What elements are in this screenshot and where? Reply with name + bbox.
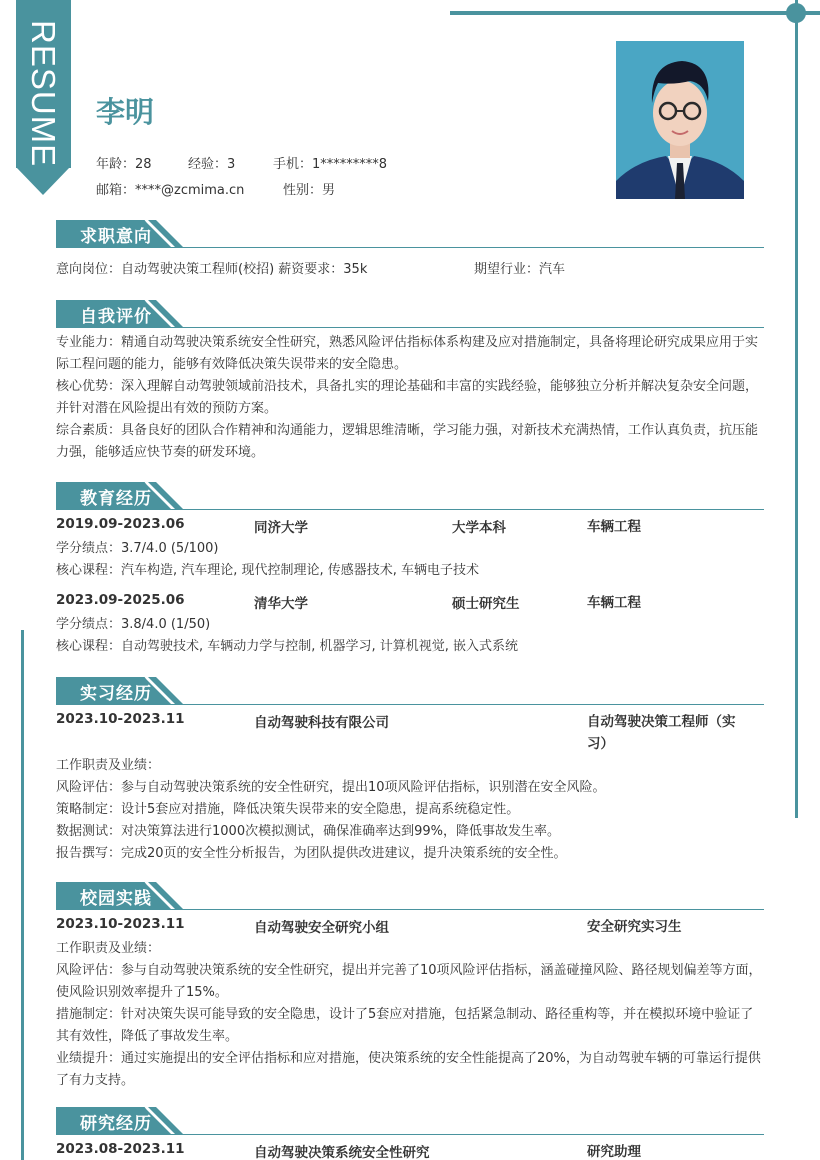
campus-period: 2023.10-2023.11 <box>56 916 185 932</box>
phone-field <box>273 153 387 172</box>
profile-photo <box>616 41 744 199</box>
edu-degree: 大学本科 <box>452 520 506 536</box>
edu-gpa: 学分绩点：3.8/4.0 (1/50) <box>56 617 211 632</box>
experience-value: 3 <box>227 157 236 172</box>
section-header <box>56 1105 764 1135</box>
gender-field <box>283 179 335 198</box>
internship-entry-header <box>56 711 764 755</box>
section-header <box>56 675 764 705</box>
gender-label: 性别： <box>283 183 323 198</box>
edu-degree: 硕士研究生 <box>452 596 520 612</box>
education-entry <box>56 516 764 582</box>
section-title: 实习经历 <box>80 684 152 704</box>
section-internship <box>56 675 764 865</box>
edu-school: 清华大学 <box>254 596 308 612</box>
email-value[interactable]: ****@zcmima.cn <box>135 183 245 198</box>
campus-line: 风险评估：参与自动驾驶决策系统的安全性研究，提出并完善了10项风险评估指标，涵盖碰撞风险、路径规划偏差等方面，使风险识别效率提升了15%。 <box>56 963 762 1000</box>
intern-company: 自动驾驶科技有限公司 <box>254 715 389 731</box>
section-header <box>56 218 764 248</box>
education-entry <box>56 592 764 658</box>
person-portrait-icon <box>616 41 744 199</box>
ribbon-tip <box>16 167 70 195</box>
edu-major: 车辆工程 <box>587 519 641 535</box>
email-field <box>96 179 283 198</box>
section-education <box>56 480 764 658</box>
experience-label: 经验： <box>188 157 228 172</box>
section-header <box>56 880 764 910</box>
intern-period: 2023.10-2023.11 <box>56 711 185 727</box>
self-eval-professional: 专业能力：精通自动驾驶决策系统安全性研究，熟悉风险评估指标体系构建及应对措施制定，具备将理论研究成果应用于实际工程问题的能力，能够有效降低决策失误带来的安全隐患。 <box>56 335 759 372</box>
info-row-contact <box>96 179 335 198</box>
section-job-intent <box>56 218 764 280</box>
research-entry-header <box>56 1141 764 1160</box>
resume-ribbon <box>16 0 71 195</box>
campus-duties-label: 工作职责及业绩： <box>56 941 161 956</box>
age-field <box>96 153 188 172</box>
experience-field <box>188 153 273 172</box>
phone-label: 手机： <box>273 157 313 172</box>
section-campus-practice <box>56 880 764 1092</box>
section-header <box>56 480 764 510</box>
email-label: 邮箱： <box>96 183 136 198</box>
research-period: 2023.08-2023.11 <box>56 1141 185 1157</box>
intent-row <box>56 258 764 280</box>
decorative-dot <box>786 3 806 23</box>
campus-line: 措施制定：针对决策失误可能导致的安全隐患，设计了5套应对措施，包括紧急制动、路径重构等，并在模拟环境中验证了其有效性，降低了事故发生率。 <box>56 1007 754 1044</box>
edu-gpa: 学分绩点：3.7/4.0 (5/100) <box>56 541 219 556</box>
ribbon-text: RESUME <box>25 20 62 168</box>
self-eval-strengths: 核心优势：深入理解自动驾驶领域前沿技术，具备扎实的理论基础和丰富的实践经验，能够独立分析并解决复杂安全问题，并针对潜在风险提出有效的预防方案。 <box>56 379 759 416</box>
edu-period: 2023.09-2025.06 <box>56 592 185 608</box>
edu-period: 2019.09-2023.06 <box>56 516 185 532</box>
decorative-top-line <box>450 11 820 15</box>
intent-position: 意向岗位：自动驾驶决策工程师(校招) 薪资要求：35k <box>56 262 368 277</box>
gender-value: 男 <box>322 183 336 198</box>
education-entry-header <box>56 592 764 614</box>
section-title: 自我评价 <box>80 307 152 327</box>
candidate-name: 李明 <box>96 95 155 129</box>
edu-courses: 核心课程：自动驾驶技术, 车辆动力学与控制, 机器学习, 计算机视觉, 嵌入式系统 <box>56 639 519 654</box>
intern-line: 报告撰写：完成20页的安全性分析报告，为团队提供改进建议，提升决策系统的安全性。 <box>56 846 567 861</box>
section-research <box>56 1105 764 1160</box>
age-label: 年龄： <box>96 157 136 172</box>
decorative-left-line <box>21 630 24 1160</box>
campus-role: 安全研究实习生 <box>587 919 682 935</box>
section-title: 校园实践 <box>80 889 152 909</box>
edu-school: 同济大学 <box>254 520 308 536</box>
phone-value: 1*********8 <box>312 157 388 172</box>
edu-courses: 核心课程：汽车构造, 汽车理论, 现代控制理论, 传感器技术, 车辆电子技术 <box>56 563 480 578</box>
intern-line: 数据测试：对决策算法进行1000次模拟测试，确保准确率达到99%，降低事故发生率。 <box>56 824 560 839</box>
section-title: 求职意向 <box>80 227 152 247</box>
campus-entry-header <box>56 916 764 938</box>
section-self-evaluation <box>56 298 764 464</box>
intern-duties-label: 工作职责及业绩： <box>56 758 161 773</box>
intent-industry: 期望行业：汽车 <box>474 262 566 277</box>
self-eval-qualities: 综合素质：具备良好的团队合作精神和沟通能力，逻辑思维清晰，学习能力强，对新技术充满热情，工作认真负责，抗压能力强，能够适应快节奏的研发环境。 <box>56 423 759 460</box>
campus-line: 业绩提升：通过实施提出的安全评估指标和应对措施，使决策系统的安全性能提高了20%，为自动驾驶车辆的可靠运行提供了有力支持。 <box>56 1051 761 1088</box>
intern-line: 风险评估：参与自动驾驶决策系统的安全性研究，提出10项风险评估指标，识别潜在安全风险。 <box>56 780 606 795</box>
intern-role: 自动驾驶决策工程师（实习） <box>587 714 736 752</box>
section-header <box>56 298 764 328</box>
info-row-basic <box>96 153 387 172</box>
research-role: 研究助理 <box>587 1144 641 1160</box>
decorative-right-line <box>795 0 798 818</box>
campus-org: 自动驾驶安全研究小组 <box>254 920 389 936</box>
edu-major: 车辆工程 <box>587 595 641 611</box>
intern-line: 策略制定：设计5套应对措施，降低决策失误带来的安全隐患，提高系统稳定性。 <box>56 802 520 817</box>
research-project: 自动驾驶决策系统安全性研究 <box>254 1145 430 1160</box>
education-entry-header <box>56 516 764 538</box>
age-value: 28 <box>135 157 152 172</box>
section-title: 教育经历 <box>80 489 152 509</box>
section-title: 研究经历 <box>80 1114 152 1134</box>
